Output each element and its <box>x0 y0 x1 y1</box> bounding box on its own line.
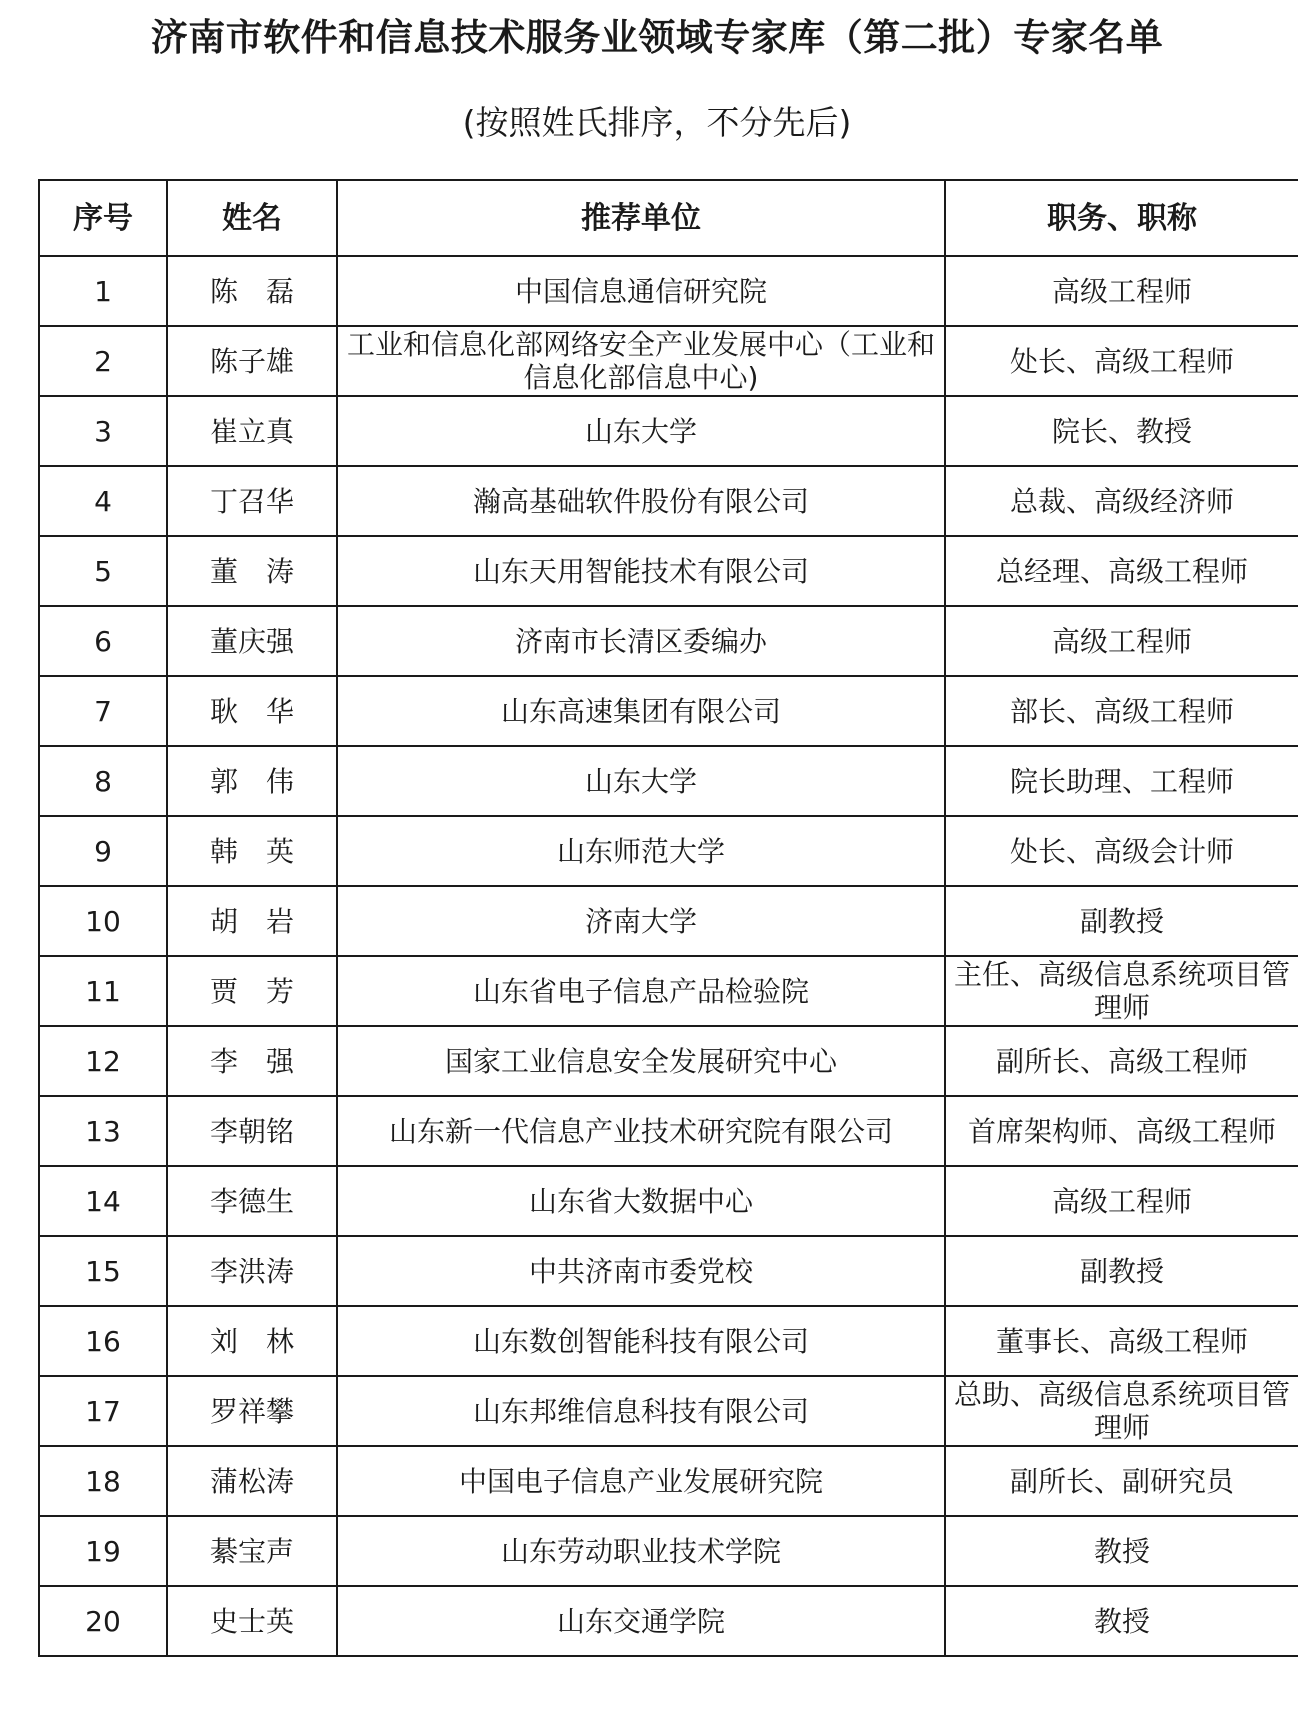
cell-name: 丁召华 <box>167 466 337 536</box>
table-row <box>39 1586 1298 1656</box>
cell-org: 山东大学 <box>337 396 945 466</box>
cell-name: 胡 岩 <box>167 886 337 956</box>
table-row <box>39 606 1298 676</box>
table-row <box>39 1236 1298 1306</box>
cell-index: 9 <box>39 816 167 886</box>
cell-org: 中国电子信息产业发展研究院 <box>337 1446 945 1516</box>
cell-position: 教授 <box>945 1586 1298 1656</box>
cell-index: 4 <box>39 466 167 536</box>
cell-position: 院长、教授 <box>945 396 1298 466</box>
cell-index: 8 <box>39 746 167 816</box>
table-row <box>39 1376 1298 1446</box>
cell-org: 济南市长清区委编办 <box>337 606 945 676</box>
cell-index: 17 <box>39 1376 167 1446</box>
header-position: 职务、职称 <box>945 180 1298 256</box>
cell-org: 山东天用智能技术有限公司 <box>337 536 945 606</box>
cell-index: 16 <box>39 1306 167 1376</box>
table-row <box>39 1166 1298 1236</box>
header-name: 姓名 <box>167 180 337 256</box>
cell-name: 郭 伟 <box>167 746 337 816</box>
cell-index: 14 <box>39 1166 167 1236</box>
cell-org: 山东新一代信息产业技术研究院有限公司 <box>337 1096 945 1166</box>
cell-position: 高级工程师 <box>945 606 1298 676</box>
cell-position: 副所长、高级工程师 <box>945 1026 1298 1096</box>
cell-position: 董事长、高级工程师 <box>945 1306 1298 1376</box>
cell-org: 瀚高基础软件股份有限公司 <box>337 466 945 536</box>
table-row <box>39 956 1298 1026</box>
cell-position: 副所长、副研究员 <box>945 1446 1298 1516</box>
cell-name: 綦宝声 <box>167 1516 337 1586</box>
cell-position: 处长、高级会计师 <box>945 816 1298 886</box>
table-row <box>39 466 1298 536</box>
table-row <box>39 676 1298 746</box>
cell-name: 刘 林 <box>167 1306 337 1376</box>
cell-name: 董庆强 <box>167 606 337 676</box>
cell-index: 3 <box>39 396 167 466</box>
table-row <box>39 1096 1298 1166</box>
cell-name: 李朝铭 <box>167 1096 337 1166</box>
cell-index: 19 <box>39 1516 167 1586</box>
cell-org: 山东大学 <box>337 746 945 816</box>
cell-position: 处长、高级工程师 <box>945 326 1298 396</box>
cell-position: 主任、高级信息系统项目管理师 <box>945 956 1298 1026</box>
table-row <box>39 396 1298 466</box>
table-row <box>39 746 1298 816</box>
header-org: 推荐单位 <box>337 180 945 256</box>
header-index: 序号 <box>39 180 167 256</box>
cell-position: 总助、高级信息系统项目管理师 <box>945 1376 1298 1446</box>
cell-name: 李 强 <box>167 1026 337 1096</box>
cell-name: 李德生 <box>167 1166 337 1236</box>
cell-name: 罗祥攀 <box>167 1376 337 1446</box>
document-subtitle: (按照姓氏排序，不分先后) <box>462 103 852 142</box>
cell-index: 13 <box>39 1096 167 1166</box>
cell-position: 总裁、高级经济师 <box>945 466 1298 536</box>
cell-position: 院长助理、工程师 <box>945 746 1298 816</box>
cell-name: 史士英 <box>167 1586 337 1656</box>
table-row <box>39 1516 1298 1586</box>
document-title: 济南市软件和信息技术服务业领域专家库（第二批）专家名单 <box>150 16 1164 59</box>
cell-name: 陈子雄 <box>167 326 337 396</box>
table-row <box>39 886 1298 956</box>
table-row <box>39 816 1298 886</box>
expert-table <box>38 179 1298 1657</box>
cell-index: 12 <box>39 1026 167 1096</box>
cell-org: 中共济南市委党校 <box>337 1236 945 1306</box>
cell-name: 耿 华 <box>167 676 337 746</box>
cell-index: 10 <box>39 886 167 956</box>
table-header-row <box>39 180 1298 256</box>
cell-index: 5 <box>39 536 167 606</box>
expert-table-container <box>38 179 1298 1719</box>
table-row <box>39 256 1298 326</box>
cell-index: 20 <box>39 1586 167 1656</box>
cell-name: 蒲松涛 <box>167 1446 337 1516</box>
cell-position: 首席架构师、高级工程师 <box>945 1096 1298 1166</box>
cell-index: 11 <box>39 956 167 1026</box>
cell-org: 山东劳动职业技术学院 <box>337 1516 945 1586</box>
table-row <box>39 536 1298 606</box>
cell-org: 山东高速集团有限公司 <box>337 676 945 746</box>
cell-index: 18 <box>39 1446 167 1516</box>
cell-org: 山东省电子信息产品检验院 <box>337 956 945 1026</box>
cell-index: 7 <box>39 676 167 746</box>
cell-org: 济南大学 <box>337 886 945 956</box>
cell-position: 部长、高级工程师 <box>945 676 1298 746</box>
cell-org: 山东邦维信息科技有限公司 <box>337 1376 945 1446</box>
cell-name: 陈 磊 <box>167 256 337 326</box>
cell-position: 高级工程师 <box>945 1166 1298 1236</box>
cell-index: 15 <box>39 1236 167 1306</box>
cell-position: 总经理、高级工程师 <box>945 536 1298 606</box>
table-body <box>39 256 1298 1656</box>
cell-name: 崔立真 <box>167 396 337 466</box>
cell-org: 工业和信息化部网络安全产业发展中心（工业和信息化部信息中心) <box>337 326 945 396</box>
cell-index: 1 <box>39 256 167 326</box>
cell-position: 高级工程师 <box>945 256 1298 326</box>
table-row <box>39 1306 1298 1376</box>
cell-name: 李洪涛 <box>167 1236 337 1306</box>
cell-org: 山东数创智能科技有限公司 <box>337 1306 945 1376</box>
cell-name: 董 涛 <box>167 536 337 606</box>
cell-org: 山东交通学院 <box>337 1586 945 1656</box>
cell-position: 副教授 <box>945 886 1298 956</box>
cell-org: 山东师范大学 <box>337 816 945 886</box>
cell-position: 教授 <box>945 1516 1298 1586</box>
cell-org: 山东省大数据中心 <box>337 1166 945 1236</box>
cell-name: 贾 芳 <box>167 956 337 1026</box>
cell-org: 国家工业信息安全发展研究中心 <box>337 1026 945 1096</box>
cell-name: 韩 英 <box>167 816 337 886</box>
table-row <box>39 326 1298 396</box>
cell-org: 中国信息通信研究院 <box>337 256 945 326</box>
cell-index: 2 <box>39 326 167 396</box>
cell-index: 6 <box>39 606 167 676</box>
table-row <box>39 1026 1298 1096</box>
table-row <box>39 1446 1298 1516</box>
cell-position: 副教授 <box>945 1236 1298 1306</box>
